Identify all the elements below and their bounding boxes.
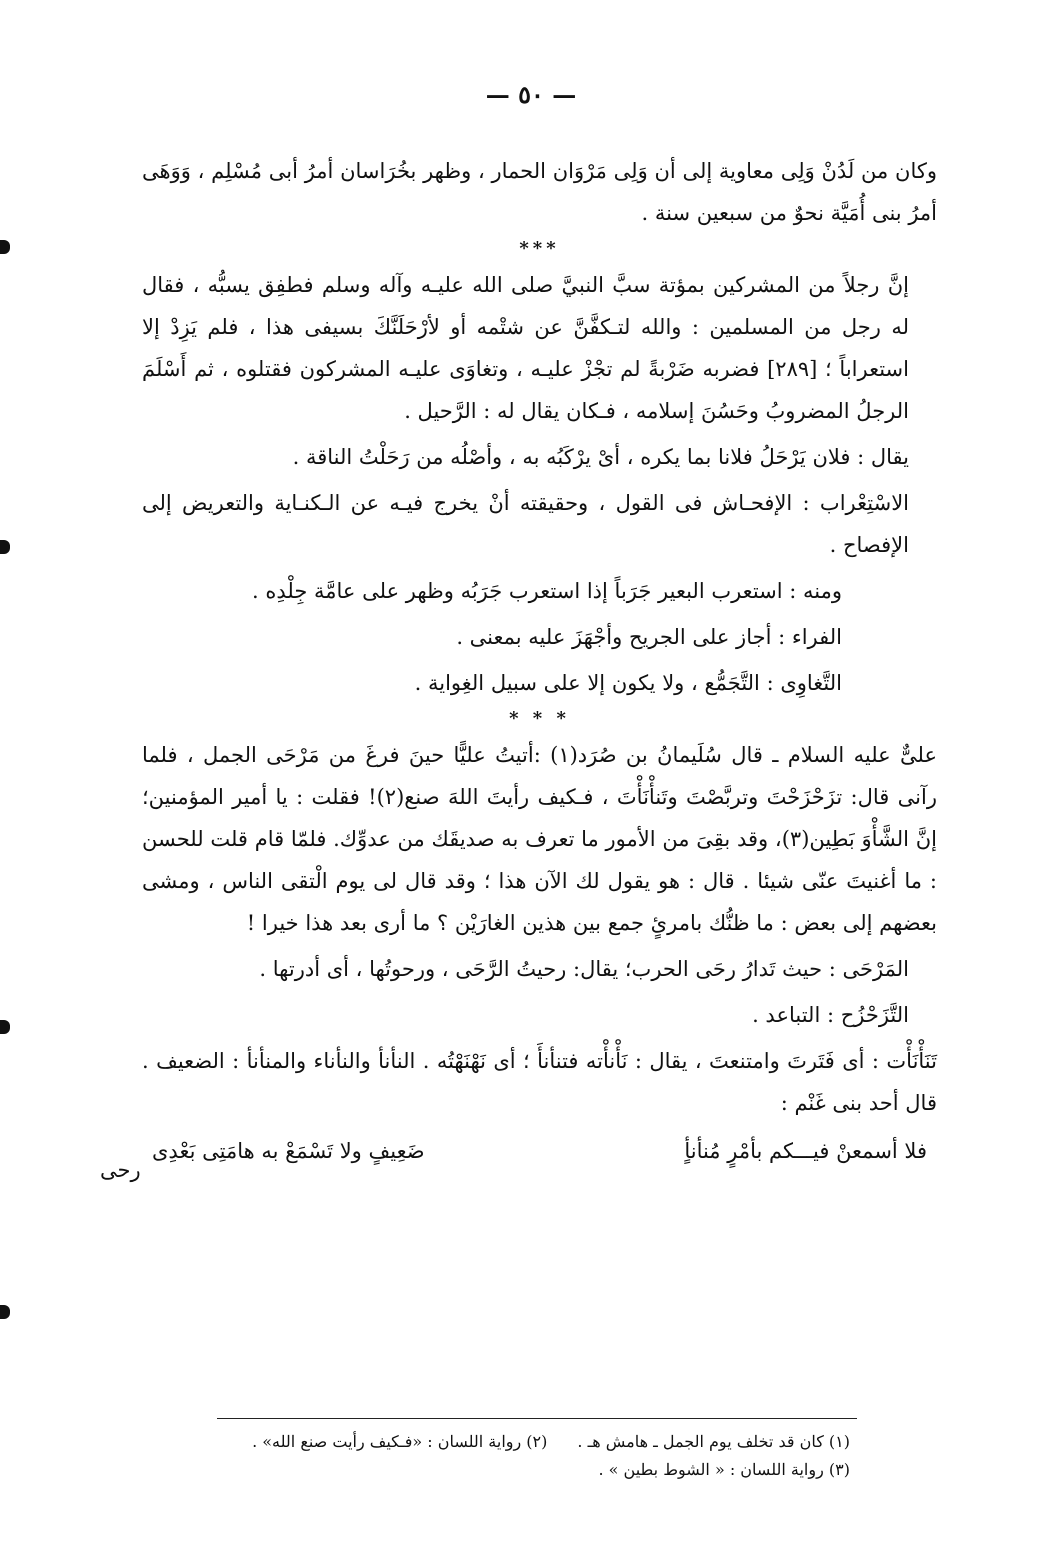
paragraph-yarhal-gloss: يقال : فلان يَرْحَلُ فلانا بما يكره ، أىْ يرْكَبُه به ، وأصْلُه من رَحَلْتُ الناقة .: [292, 445, 909, 469]
page-number: — ٥٠ —: [485, 80, 577, 109]
paragraph-rahil-story: إنَّ رجلاً من المشركين بمؤتة سبَّ النبيَّ صلى الله عليـه وآله وسلم فطفِق يسبُّه ، فقال له رجل من المسلمين : والله لتـكفَّنَّ عن شتْمه أو لأرْحَلَنَّكَ بسيفى هذا ، فلم يَزِدْ إلا استعراباً ؛ [٢٨٩] فضربه ضَرْبةً لم تجْزْ عليـه ، وتغاوَى عليـه المشركون فقتلوه ، ثم أَسْلَمَ الرجلُ المضروبُ وحَسُنَ إسلامه ، فـكان يقال له : الرَّحيل .: [142, 273, 909, 423]
verse-second-hemistich: ضَعِيفٍ ولا تَسْمَعْ به هامَتِى بَعْدِى: [152, 1139, 425, 1163]
section-separator: ***: [519, 238, 560, 259]
footnote-2: (٢) رواية اللسان : «فـكيف رأيت صنع الله» .: [252, 1432, 548, 1451]
scan-edge-mark: [0, 1020, 10, 1034]
paragraph-taghawi-gloss: التَّغاوِى : التَّجَمُّع ، ولا يكون إلا على سبيل الغِواية .: [414, 671, 842, 695]
scan-edge-mark: [0, 240, 10, 254]
paragraph-umayyad-rule: وكان من لَدُنْ وَلِى معاوية إلى أن وَلِى مَرْوَان الحمار ، وظهر بخُرَاسان أمرُ أبى مُسْلِم ، وَوَهَى أمرُ بنى أُمَيَّة نحوٌ من سبعين سنة .: [142, 159, 937, 225]
footnote-divider: [217, 1418, 857, 1419]
scan-edge-mark: [0, 540, 10, 554]
footnotes: [210, 1428, 850, 1484]
verse-first-hemistich: فلا أسمعنْ فيـــكم بأمْرٍ مُنأنأٍ: [684, 1139, 927, 1163]
paragraph-ali-sulayman: علىٌّ عليه السلام ـ قال سُلَيمانُ بن صُرَد(١) :أتيتُ عليًّا حينَ فرغَ من مَرْحَى الجمل ، فلما رآنى قال: تزَحْزَحْتَ وتربَّصْتَ وتَنأْنَأْتَ ، فـكيف رأيتَ اللهَ صنع(٢)! فقلت : يا أمير المؤمنين؛ إنَّ الشَّأْوَ بَطِين(٣)، وقد بقِىَ من الأمور ما تعرف به صديقَك من عدوِّك. فلمّا قام قلت للحسن : ما أغنيتَ عنّى شيئا . قال : هو يقول لك الآن هذا ؛ وقد قال لى يوم الْتقى الناس ، ومشى بعضهم إلى بعض : ما ظنُّك بامرئٍ جمع بين هذين الغارَيْن ؟ ما أرى بعد هذا خيرا !: [142, 743, 938, 935]
page-body: [142, 150, 937, 1172]
paragraph-marha-gloss: المَرْحَى : حيث تَدارُ رحَى الحرب؛ يقال: رحيتُ الرَّحَى ، ورحوتُها ، أى أدرتها .: [259, 957, 909, 981]
scan-edge-mark: [0, 1305, 10, 1319]
section-separator: * * *: [509, 708, 570, 729]
footnote-1: (١) كان قد تخلف يوم الجمل ـ هامش هـ .: [577, 1432, 850, 1451]
footnote-row: [210, 1428, 850, 1456]
paragraph-tazahzuh-gloss: التَّزَحْزُح : التباعد .: [752, 1003, 909, 1027]
poetry-verse: [142, 1130, 937, 1172]
footnote-3: (٣) رواية اللسان : « الشوط بطين » .: [598, 1460, 850, 1479]
paragraph-istarab-example: ومنه : استعرب البعير جَرَباً إذا استعرب جَرَبُه وظهر على عامَّة جِلْدِه .: [252, 579, 842, 603]
margin-keyword: رحى: [100, 1158, 141, 1182]
paragraph-istiraab-gloss: الاسْتِعْراب : الإفحـاش فى القول ، وحقيقته أنْ يخرج فيـه عن الـكنـاية والتعريض إلى الإفصاح .: [142, 491, 909, 557]
paragraph-tanatana-gloss: تَنَأْنَأْت : أى فَتَرتَ وامتنعتَ ، يقال : نَأْنأْته فتنأنأَ ؛ أى نَهْنَهْتُه . النأنأ والنأناء والمنأنأ : الضعيف . قال أحد بنى غَنْم :: [142, 1049, 937, 1115]
paragraph-farra-gloss: الفراء : أجاز على الجريح وأجْهَزَ عليه بمعنى .: [456, 625, 842, 649]
